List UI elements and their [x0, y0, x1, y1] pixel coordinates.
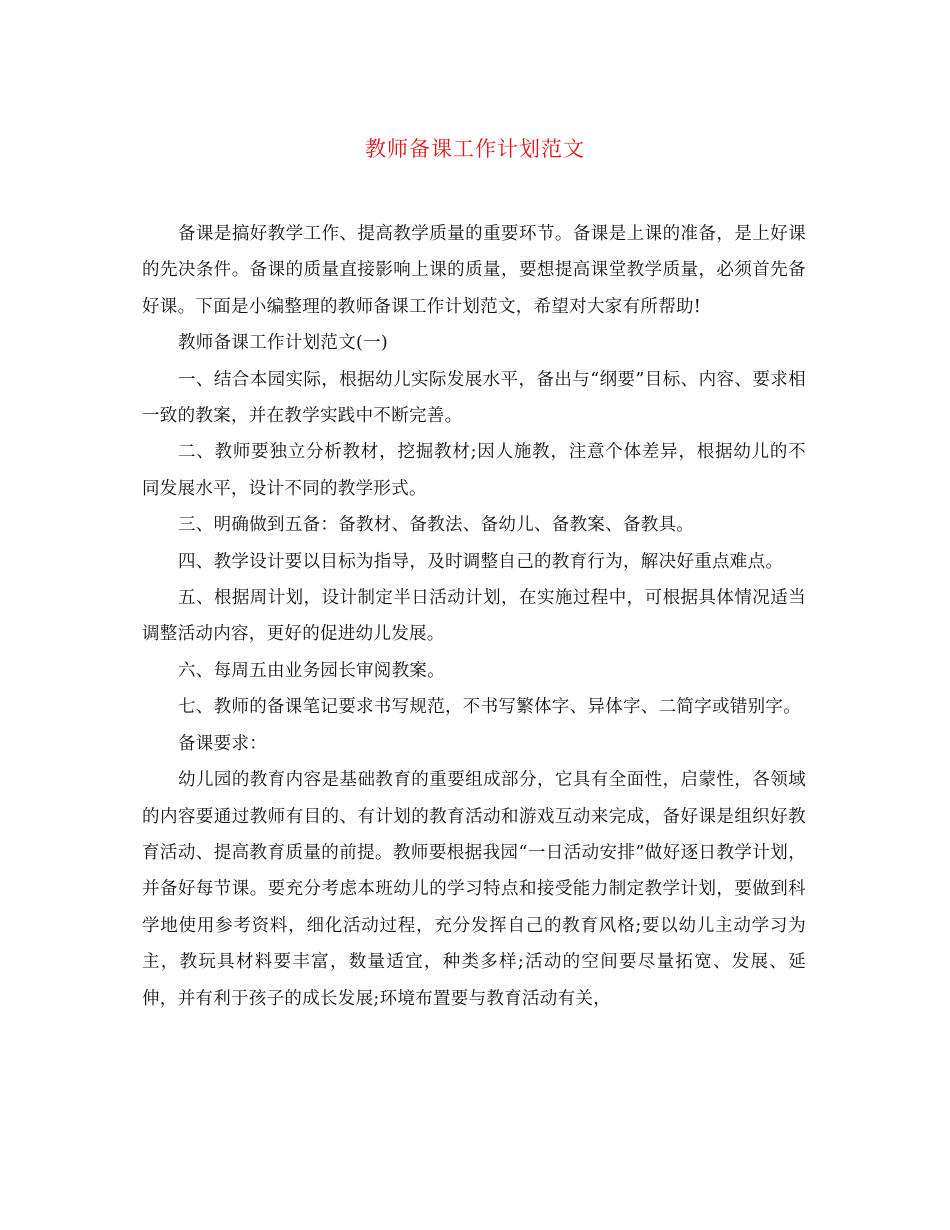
section-heading-plan-one: 教师备课工作计划范文(一): [178, 333, 389, 354]
plan-item-7: 七、教师的备课笔记要求书写规范，不书写繁体字、异体字、二简字或错别字。: [178, 697, 801, 718]
plan-item-4: 四、教学设计要以目标为指导，及时调整自己的教育行为，解决好重点难点。: [178, 551, 784, 572]
requirements-paragraph: 幼儿园的教育内容是基础教育的重要组成部分，它具有全面性，启蒙性，各领域的内容要通过教师有目的、有计划的教育活动和游戏互动来完成，备好课是组织好教育活动、提高教育质量的前提。教师要根据我园“一日活动安排”做好逐日教学计划，并备好每节课。要充分考虑本班幼儿的学习特点和接受能力制定教学计划，要做到科学地使用参考资料，细化活动过程，充分发挥自己的教育风格;要以幼儿主动学习为主，教玩具材料要丰富，数量适宜，种类多样;活动的空间要尽量拓宽、发展、延伸，并有利于孩子的成长发展;环境布置要与教育活动有关，: [142, 770, 806, 1009]
intro-paragraph: 备课是搞好教学工作、提高教学质量的重要环节。备课是上课的准备，是上好课的先决条件。备课的质量直接影响上课的质量，要想提高课堂教学质量，必须首先备好课。下面是小编整理的教师备课工作计划范文，希望对大家有所帮助!: [142, 224, 806, 317]
plan-item-1: 一、结合本园实际，根据幼儿实际发展水平，备出与“纲要”目标、内容、要求相一致的教案，并在教学实践中不断完善。: [142, 369, 806, 427]
plan-item-6: 六、每周五由业务园长审阅教案。: [178, 660, 445, 681]
document-body: [142, 216, 806, 1017]
plan-item-5: 五、根据周计划，设计制定半日活动计划，在实施过程中，可根据具体情况适当调整活动内容，更好的促进幼儿发展。: [142, 588, 806, 645]
document-title: 教师备课工作计划范文: [365, 137, 585, 161]
section-heading-requirements: 备课要求：: [178, 733, 267, 754]
plan-item-3: 三、明确做到五备：备教材、备教法、备幼儿、备教案、备教具。: [178, 515, 695, 536]
plan-item-2: 二、教师要独立分析教材，挖掘教材;因人施教，注意个体差异，根据幼儿的不同发展水平，设计不同的教学形式。: [142, 442, 806, 499]
